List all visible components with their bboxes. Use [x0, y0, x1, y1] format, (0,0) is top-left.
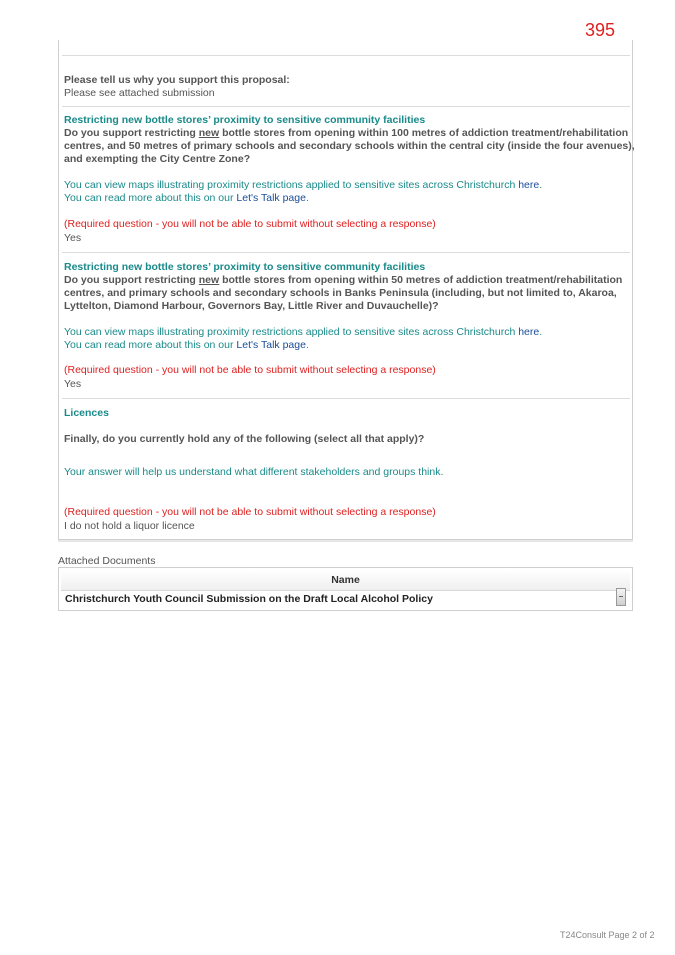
name-column-header[interactable]: Name [61, 570, 630, 591]
q1-required-note: (Required question - you will not be able to submit without selecting a response) [64, 218, 436, 230]
divider [62, 55, 630, 56]
panel-divider [58, 540, 633, 542]
why-support-answer: Please see attached submission [64, 87, 215, 99]
divider [62, 106, 630, 107]
q1-answer: Yes [64, 232, 82, 244]
why-support-question: Please tell us why you support this proposal: [64, 74, 290, 86]
divider [62, 252, 630, 253]
q1-lets-talk-link[interactable]: Let's Talk page [236, 192, 306, 204]
q2-more-text: You can read more about this on our Let's Talk page. [64, 339, 309, 351]
q1-maps-link[interactable]: here [518, 179, 540, 191]
q1-question-line3: and exempting the City Centre Zone? [64, 153, 251, 165]
q2-maps-text: You can view maps illustrating proximity restrictions applied to sensitive sites across Christchurch here. [64, 326, 543, 338]
q1-question-line2: centres, and 50 metres of primary schools and secondary schools within the central city (inside the four avenues), [64, 140, 635, 152]
q2-required-note: (Required question - you will not be able to submit without selecting a response) [64, 364, 436, 376]
page-footer: T24Consult Page 2 of 2 [560, 930, 655, 940]
licences-question: Finally, do you currently hold any of the following (select all that apply)? [64, 433, 425, 445]
q2-answer: Yes [64, 378, 82, 390]
q2-question-line1: Do you support restricting new bottle stores from opening within 50 metres of addiction treatment/rehabilitation [64, 274, 623, 286]
new-underline: new [198, 274, 220, 286]
q2-title: Restricting new bottle stores’ proximity to sensitive community facilities [64, 261, 426, 273]
licences-helper: Your answer will help us understand what different stakeholders and groups think. [64, 466, 444, 478]
scrollbar[interactable] [616, 588, 626, 606]
attached-documents-label: Attached Documents [58, 555, 156, 567]
q2-question-line2: centres, and primary schools and secondary schools in Banks Peninsula (including, but not limited to, Akaroa, [64, 287, 617, 299]
q1-maps-text: You can view maps illustrating proximity restrictions applied to sensitive sites across Christchurch here. [64, 179, 543, 191]
q2-question-line3: Lyttelton, Diamond Harbour, Governors Bay, Little River and Duvauchelle)? [64, 300, 439, 312]
q1-title: Restricting new bottle stores’ proximity to sensitive community facilities [64, 114, 426, 126]
q2-maps-link[interactable]: here [518, 326, 540, 338]
attachments-table [58, 567, 633, 611]
licences-answer: I do not hold a liquor licence [64, 520, 195, 532]
divider [62, 398, 630, 399]
attachment-row[interactable]: Christchurch Youth Council Submission on the Draft Local Alcohol Policy [65, 593, 433, 605]
licences-required-note: (Required question - you will not be able to submit without selecting a response) [64, 506, 436, 518]
licences-title: Licences [64, 407, 109, 419]
page-number: 395 [585, 20, 616, 40]
q2-lets-talk-link[interactable]: Let's Talk page [236, 339, 306, 351]
new-underline: new [198, 127, 220, 139]
q1-more-text: You can read more about this on our Let's Talk page. [64, 192, 309, 204]
q1-question-line1: Do you support restricting new bottle stores from opening within 100 metres of addiction treatment/rehabilitation [64, 127, 629, 139]
